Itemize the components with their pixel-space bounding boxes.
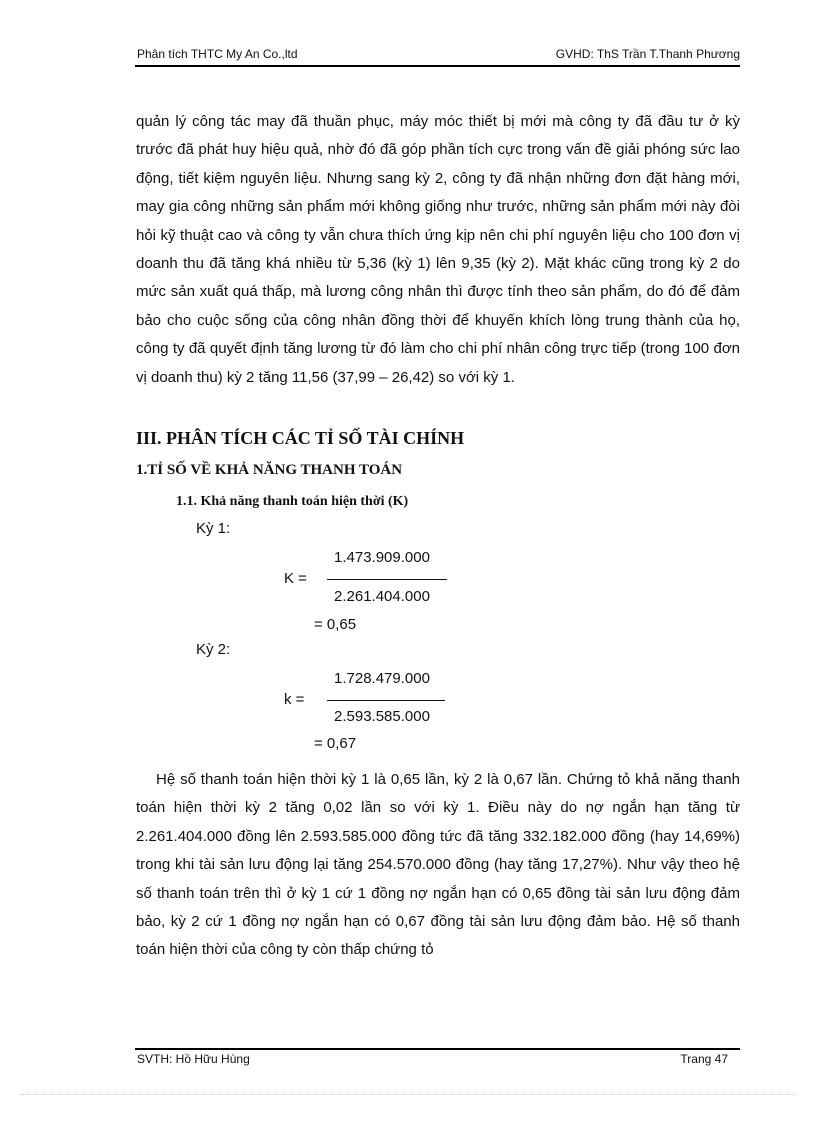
formula-2-variable: k = xyxy=(284,691,305,708)
page-footer xyxy=(135,1048,740,1070)
formula-2-label: Kỳ 2: xyxy=(196,641,231,658)
formula-1-variable: K = xyxy=(284,570,307,587)
header-supervisor: GVHD: ThS Trần T.Thanh Phương xyxy=(555,47,740,61)
formula-1-numerator: 1.473.909.000 xyxy=(334,549,430,566)
footer-rule xyxy=(135,1048,740,1050)
body-paragraph-1: quản lý công tác may đã thuần phục, máy móc thiết bị mới mà công ty đã đầu tư ở kỳ trước đã phát huy hiệu quả, nhờ đó đã góp phần tích cực trong vấn đề giải phóng sức lao động, tiết kiệm nguyên liệu. Nhưng sang kỳ 2, công ty đã nhận những đơn đặt hàng mới, may gia công những sản phẩm mới không giống như trước, những sản phẩm mới này đòi hỏi kỹ thuật cao và công ty vẫn chưa thích ứng kịp nên chi phí nguyên liệu cho 100 đơn vị doanh thu đã tăng khá nhiều từ 5,36 (kỳ 1) lên 9,35 (kỳ 2). Mặt khác cũng trong kỳ 2 do mức sản xuất quá thấp, mà lương công nhân thì được tính theo sản phẩm, do đó để đảm bảo cho cuộc sống của công nhân đồng thời để khuyến khích lòng trung thành của họ, công ty đã quyết định tăng lương từ đó làm cho chi phí nhân công trực tiếp (trong 100 đơn vị doanh thu) kỳ 2 tăng 11,56 (37,99 – 26,42) so với kỳ 1. xyxy=(136,113,740,386)
header-left-title: Phân tích THTC My An Co.,ltd xyxy=(137,47,298,61)
subsubsection-heading: 1.1. Khả năng thanh toán hiện thời (K) xyxy=(176,494,409,509)
formula-1-label: Kỳ 1: xyxy=(196,520,231,537)
formula-2-fraction-line xyxy=(327,700,445,701)
formula-1-result: = 0,65 xyxy=(314,616,357,633)
footer-student: SVTH: Hồ Hữu Hùng xyxy=(137,1052,250,1066)
body-paragraph-2: Hệ số thanh toán hiện thời kỳ 1 là 0,65 lần, kỳ 2 là 0,67 lần. Chứng tỏ khả năng thanh toán hiện thời kỳ 2 tăng 0,02 lần so với kỳ 1. Điều này do nợ ngắn hạn tăng từ 2.261.404.000 đồng lên 2.593.585.000 đồng tức đã tăng 332.182.000 đồng (hay 14,69%) trong khi tài sản lưu động lại tăng 254.570.000 đồng (hay tăng 17,27%). Như vậy theo hệ số thanh toán trên thì ở kỳ 1 cứ 1 đồng nợ ngắn hạn có 0,65 đồng tài sản lưu động đảm bảo, kỳ 2 cứ 1 đồng nợ ngắn hạn có 0,67 đồng tài sản lưu động đảm bảo. Hệ số thanh toán hiện thời của công ty còn thấp chứng tỏ xyxy=(136,771,740,959)
formula-1-fraction-line xyxy=(327,579,447,580)
subsection-heading: 1.TỈ SỐ VỀ KHẢ NĂNG THANH TOÁN xyxy=(136,462,403,478)
formula-2-result: = 0,67 xyxy=(314,735,357,752)
formula-2-numerator: 1.728.479.000 xyxy=(334,670,430,687)
page-edge-divider xyxy=(20,1094,796,1095)
formula-2-denominator: 2.593.585.000 xyxy=(334,708,430,725)
formula-1-denominator: 2.261.404.000 xyxy=(334,588,430,605)
page-number: Trang 47 xyxy=(680,1052,728,1066)
page-header xyxy=(135,45,740,67)
header-rule xyxy=(135,65,740,67)
section-heading: III. PHÂN TÍCH CÁC TỈ SỐ TÀI CHÍNH xyxy=(136,428,465,448)
